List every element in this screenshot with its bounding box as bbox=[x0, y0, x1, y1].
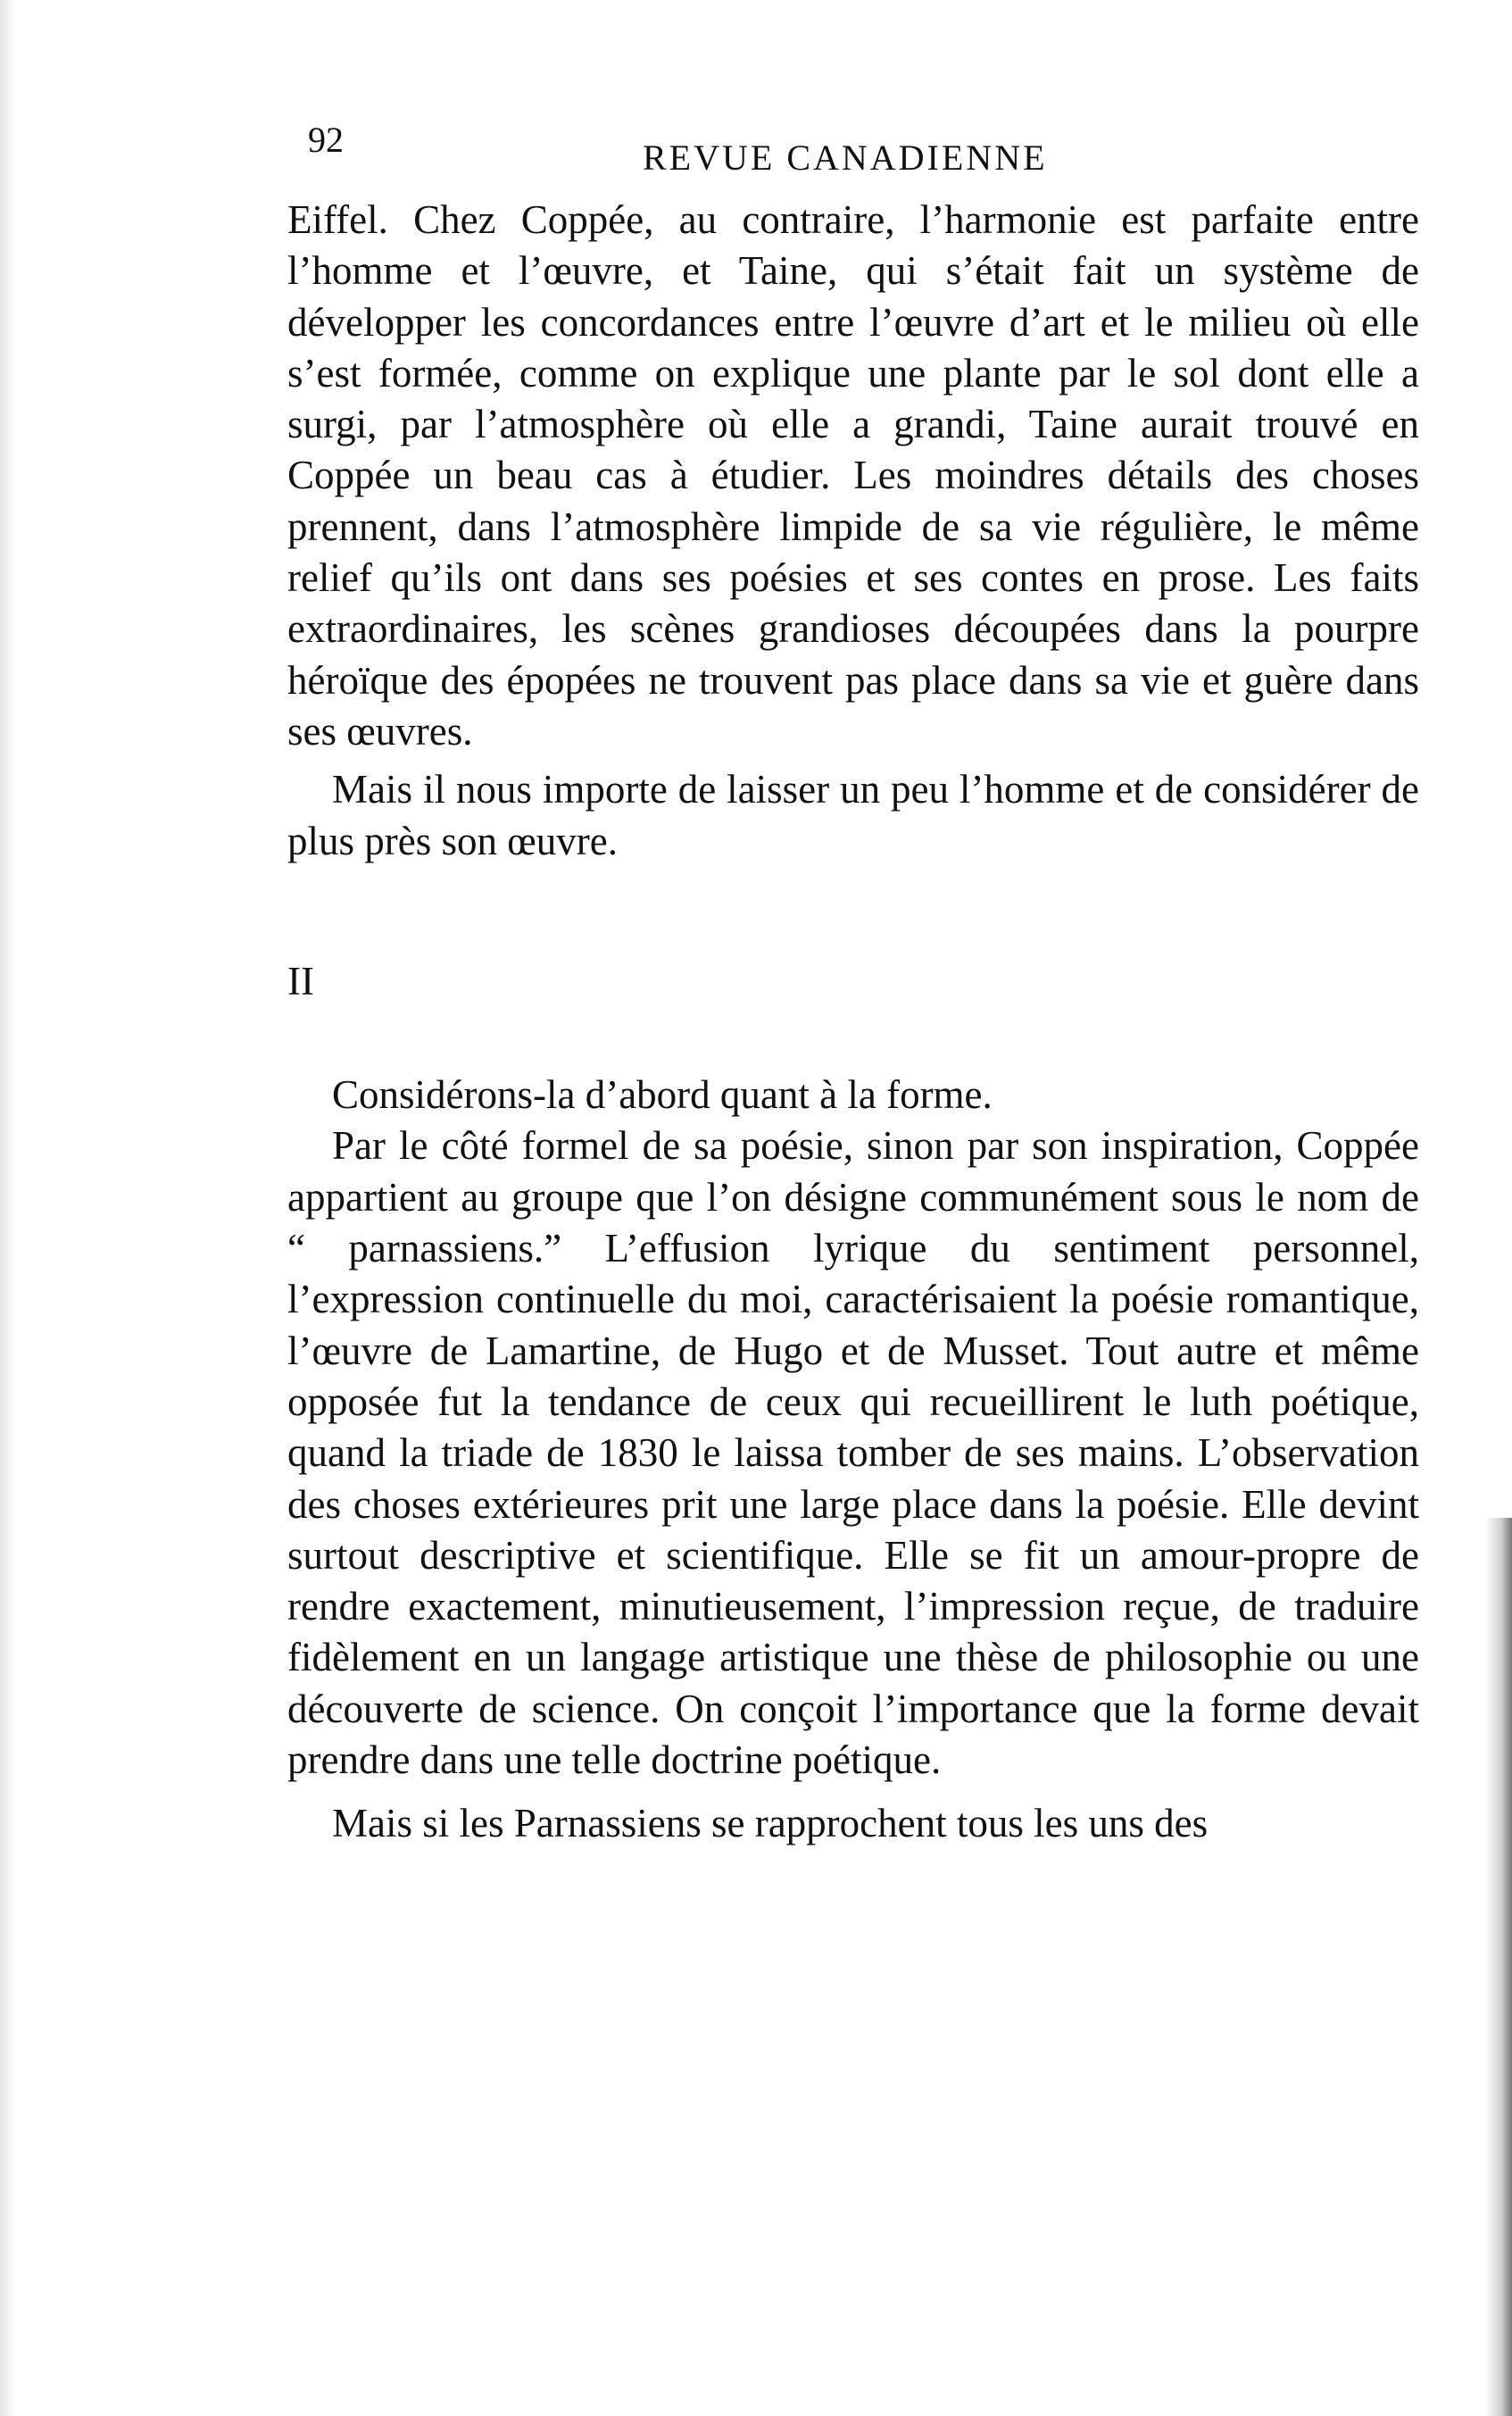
paragraph-1: Eiffel. Chez Coppée, au contraire, l’harmonie est parfaite entre l’homme et l’œuvre, et Taine, qui s’était fait un système de développer les concordances entre l’œuvre d’art et le milieu où elle s’est formée, comme on explique une plante par le sol dont elle a surgi, par l’atmosphère où elle a grandi, Taine aurait trouvé en Coppée un beau cas à étudier. Les moindres détails des choses prennent, dans l’atmosphère limpide de sa vie régulière, le même relief qu’ils ont dans ses poésies et ses contes en prose. Les faits extraordinaires, les scènes grandioses découpées dans la pourpre héroïque des épopées ne trouvent pas place dans sa vie et guère dans ses œuvres. bbox=[287, 197, 1419, 754]
running-head bbox=[295, 118, 1419, 180]
page-edge-shadow bbox=[1485, 1518, 1512, 2416]
paragraph-5: Mais si les Parnassiens se rapprochent tous les uns des bbox=[332, 1801, 1209, 1846]
journal-title: REVUE CANADIENNE bbox=[643, 137, 1048, 178]
paragraph-2: Mais il nous importe de laisser un peu l’homme et de considérer de plus près son œuvre. bbox=[287, 767, 1419, 863]
body-text bbox=[287, 195, 1419, 1850]
section-number: II bbox=[287, 958, 314, 1004]
paragraph-3: Considérons-la d’abord quant à la forme. bbox=[332, 1072, 993, 1118]
page-gutter-shadow bbox=[0, 0, 16, 2416]
page-number: 92 bbox=[308, 120, 344, 160]
paragraph-4: Par le côté formel de sa poésie, sinon par son inspiration, Coppée appartient au groupe que l’on désigne communément sous le nom de “ parnassiens.” L’effusion lyrique du sentiment personnel, l’expression continuelle du moi, caractérisaient la poésie romantique, l’œuvre de Lamartine, de Hugo et de Musset. Tout autre et même opposée fut la tendance de ceux qui recueillirent le luth poétique, quand la triade de 1830 le laissa tomber de ses mains. L’observation des choses extérieures prit une large place dans la poésie. Elle devint surtout descriptive et scientifique. Elle se fit un amour-propre de rendre exactement, minutieusement, l’impression reçue, de traduire fidèlement en un langage artistique une thèse de philosophie ou une découverte de science. On conçoit l’importance que la forme devait prendre dans une telle doctrine poétique. bbox=[287, 1123, 1419, 1783]
